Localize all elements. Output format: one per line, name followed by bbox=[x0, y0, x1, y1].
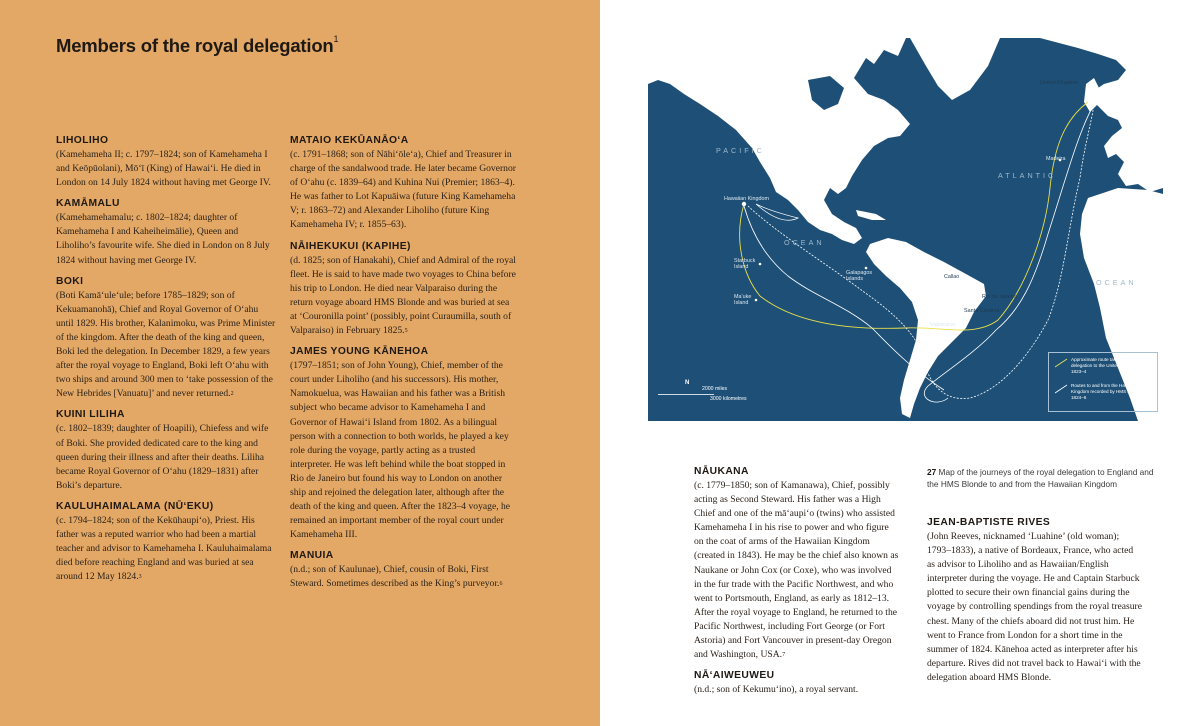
entry bbox=[290, 550, 516, 591]
uk-landmass bbox=[1084, 78, 1100, 112]
place-santa-catalina: Santa Catalina bbox=[964, 308, 1000, 314]
entry bbox=[56, 501, 278, 584]
column-1 bbox=[56, 135, 278, 592]
entry bbox=[290, 241, 516, 339]
place-rio-de-janeiro: Rio de Janeiro bbox=[982, 294, 1017, 300]
entry-name: NĀIHEKUKUI (KAPIHE) bbox=[290, 240, 411, 252]
entry bbox=[56, 198, 278, 267]
place-mauke-island: Maʻuke Island bbox=[734, 294, 752, 306]
entry-text bbox=[694, 479, 899, 662]
entry-footnote: 5 bbox=[404, 328, 408, 335]
entry bbox=[694, 466, 899, 662]
entry-body: (1797–1851; son of John Young), Chief, member of the court under Liholiho (and his successors). His mother, Namokuelua, was Hawaiian and his father was a British subject who became advisor to Kamehameha I and Governor of Hawaiʻi Island from 1802. As a bilingual person with a connection to both worlds, he played a key role during the voyage, partly acting as a trusted interpreter. He was left behind while the boat stopped in Rio de Janeiro but found his way to London on another ship and rejoined the delegation later, although after the death of the king and queen. After the 1823–4 voyage, he remained an important member of the royal court under Kamehameha III. bbox=[290, 360, 511, 541]
place-starbuck-island: Starbuck Island bbox=[734, 258, 756, 270]
galapagos-marker bbox=[865, 267, 868, 270]
scale-km: 3000 kilometres bbox=[710, 396, 747, 402]
ocean-label-atlantic: ATLANTIC bbox=[998, 171, 1057, 180]
entry-body: (c. 1779–1850; son of Kamanawa), Chief, possibly acting as Second Steward. His father was a High Chief and one of the māʻaupiʻo (twins) who assisted Kamehameha I in his rise to power and who figure on the coat of arms of the Hawaiian Kingdom (created in 1843). He may be the chief also known as Naukane or John Cox (or Coxe), who was involved in the fur trade with the Pacific Northwest, and who went to Portsmouth, England, as early as 1812–13. After the royal voyage to England, he returned to the Pacific Northwest, including Fort George (or Fort Astoria) and Fort Vancouver in present-day Oregon and Washington, USA. bbox=[694, 480, 899, 661]
entry-text bbox=[290, 359, 516, 542]
entry-text bbox=[290, 563, 516, 591]
scale-miles: 2000 miles bbox=[702, 386, 728, 392]
entry bbox=[927, 517, 1142, 685]
entry-name: JAMES YOUNG KĀNEHOA bbox=[290, 346, 429, 358]
entry-body: (John Reeves, nicknamed ‘Luahine’ (old woman); 1793–1833), a native of Bordeaux, France, who acted as advisor to Liholiho and as Hawaiian/English interpreter during the voyage. He and Captain Starbuck plotted to secure their own financial gains during the voyage by controlling spendings from the royal treasure chest. Many of the chiefs aboard did not trust him. He went to France from London for a short time in the summer of 1824. Kānehoa acted as interpreter after his departure. Rives did not travel back to Hawaiʻi with the delegation aboard HMS Blonde. bbox=[927, 531, 1143, 683]
entry-text bbox=[290, 148, 516, 233]
entry-body: (Boti Kamāʻuleʻule; before 1785–1829; son of Kekuamanohā), Chief and Royal Governor of Oʻahu until 1829. His brother, Kalanimoku, was Prime Minister of the kingdom. After the death of the king and queen, Boki led the delegation. In December 1829, a few years after the royal voyage to England, Boki left Oʻahu with two ships and around 300 men to ‘take possession of the New Hebrides [Vanuatu]’ and never returned. bbox=[56, 289, 276, 400]
entry-text bbox=[56, 422, 278, 492]
place-hawaiian-kingdom: Hawaiian Kingdom bbox=[724, 196, 769, 202]
column-4 bbox=[927, 517, 1142, 693]
entry-footnote: 6 bbox=[499, 581, 503, 588]
entry-body: (c. 1802–1839; daughter of Hoapili), Chiefess and wife of Boki. She provided dedicated care to the king and queen during their illness and after their deaths. Liliha became Royal Governor of Oʻahu (1829–1831) after Boki’s departure. bbox=[56, 423, 269, 491]
legend-blonde-route: Routes to and from the Hawaiian Kingdom recorded by HMS Blonde in 1824–6 bbox=[1071, 383, 1147, 400]
page-title: Members of the royal delegation$^1$ bbox=[56, 34, 339, 56]
entry bbox=[56, 276, 278, 402]
ocean-label-atlantic-2: OCEAN bbox=[1096, 278, 1137, 287]
entry-footnote: 2 bbox=[230, 391, 234, 398]
entry-body: (Kamehameha II; c. 1797–1824; son of Kamehameha I and Keōpūolani), Mōʻī (King) of Hawaiʻi. He died in London on 14 July 1824 without having met George IV. bbox=[56, 149, 271, 189]
entry-name: KUINI LILIHA bbox=[56, 409, 125, 421]
place-valparaiso: Valparaiso bbox=[930, 322, 956, 328]
entry-body: (n.d.; son of Kekumuʻino), a royal servant. bbox=[694, 684, 859, 696]
entry-body: (c. 1794–1824; son of the Kekūhaupiʻo), Priest. His father was a reputed warrior who had been a martial teacher and advisor to Kamehameha I. Kauluhaimalama died before reaching England and was buried at sea around 12 May 1824. bbox=[56, 514, 272, 583]
ocean-label-pacific: PACIFIC bbox=[716, 146, 765, 155]
legend-delegation-route: Approximate route taken by the royal delegation to the United Kingdom in 1823–4 bbox=[1071, 357, 1147, 374]
entry-name: KAMĀMALU bbox=[56, 198, 120, 210]
map-caption bbox=[927, 466, 1163, 490]
entry bbox=[694, 670, 899, 697]
entry bbox=[290, 135, 516, 233]
entry-text bbox=[56, 514, 278, 584]
entry-name: BOKI bbox=[56, 275, 84, 287]
caption-text: Map of the journeys of the royal delegation to England and the HMS Blonde to and from the Hawaiian Kingdom bbox=[927, 467, 1154, 489]
map-legend bbox=[1048, 352, 1158, 412]
entry-text bbox=[56, 289, 278, 402]
column-3 bbox=[694, 466, 899, 705]
entry-name: MANUIA bbox=[290, 550, 334, 562]
entry bbox=[56, 135, 278, 190]
entry-body: (Kamehamehamalu; c. 1802–1824; daughter of Kamehameha I and Kaheiheimālie), Queen and Liholiho’s favourite wife. She died in London on 8 July 1824 without having met George IV. bbox=[56, 212, 270, 266]
entry-name: MATAIO KEKŪANĀOʻA bbox=[290, 135, 409, 146]
entry-name: NĀʻAIWEUWEU bbox=[694, 670, 775, 682]
blonde-route-loop bbox=[756, 204, 798, 220]
entry-name: JEAN-BAPTISTE RIVES bbox=[927, 517, 1051, 528]
entry-name: KAULUHAIMALAMA (NŪʻEKU) bbox=[56, 500, 214, 512]
cuba-landmass bbox=[856, 210, 886, 220]
greenland-landmass bbox=[910, 38, 1000, 100]
route-map bbox=[648, 38, 1163, 421]
entry-body: (d. 1825; son of Hanakahi), Chief and Admiral of the royal fleet. He is said to have made two voyages to China before his trip to London. He died near Valparaiso during the return voyage aboard HMS Blonde and was buried at sea at ‘Couronilla point’ (possibly, point Curaumilla, south of Valparaiso) in February 1825. bbox=[290, 254, 516, 337]
entry bbox=[290, 346, 516, 542]
north-arrow: N bbox=[685, 380, 690, 386]
hawaii-marker bbox=[742, 202, 746, 206]
entry-text bbox=[56, 211, 278, 267]
place-united-kingdom: United Kingdom bbox=[1040, 80, 1079, 86]
entry-text bbox=[56, 148, 278, 190]
legend-swatches bbox=[1051, 353, 1071, 413]
entry-body: (n.d.; son of Kaulunae), Chief, cousin of Boki, First Steward. Sometimes described as the King’s purveyor. bbox=[290, 564, 500, 590]
title-footnote: 1 bbox=[333, 34, 339, 44]
entry-footnote: 7 bbox=[782, 652, 786, 659]
column-2 bbox=[290, 135, 516, 600]
scale-bar bbox=[658, 394, 714, 395]
entry-name: NĀUKANA bbox=[694, 466, 749, 477]
place-galapagos: Galapagos Islands bbox=[846, 270, 873, 282]
entry-text bbox=[290, 254, 516, 339]
caption-number: 27 bbox=[927, 467, 937, 477]
entry-text bbox=[927, 530, 1142, 685]
entry bbox=[56, 409, 278, 492]
entry-footnote: 3 bbox=[138, 574, 142, 581]
entry-text bbox=[694, 683, 899, 697]
entry-body: (c. 1791–1868; son of Nāhiʻōleʻa), Chief and Treasurer in charge of the sandalwood trade. He later became Governor of Oʻahu (c. 1839–64) and Kuhina Nui (Premier; 1863–4). He was father to Lot Kapuāiwa (future King Kamehameha V; r. 1863–72) and Alexander Liholiho (future King Kamehameha IV; r. 1855–63). bbox=[290, 149, 516, 231]
europe-landmass bbox=[1040, 38, 1163, 192]
place-madeira: Madeira bbox=[1046, 156, 1066, 162]
entry-name: LIHOLIHO bbox=[56, 135, 109, 146]
ocean-label-pacific-2: OCEAN bbox=[784, 238, 825, 247]
place-callao: Callao bbox=[944, 274, 960, 280]
